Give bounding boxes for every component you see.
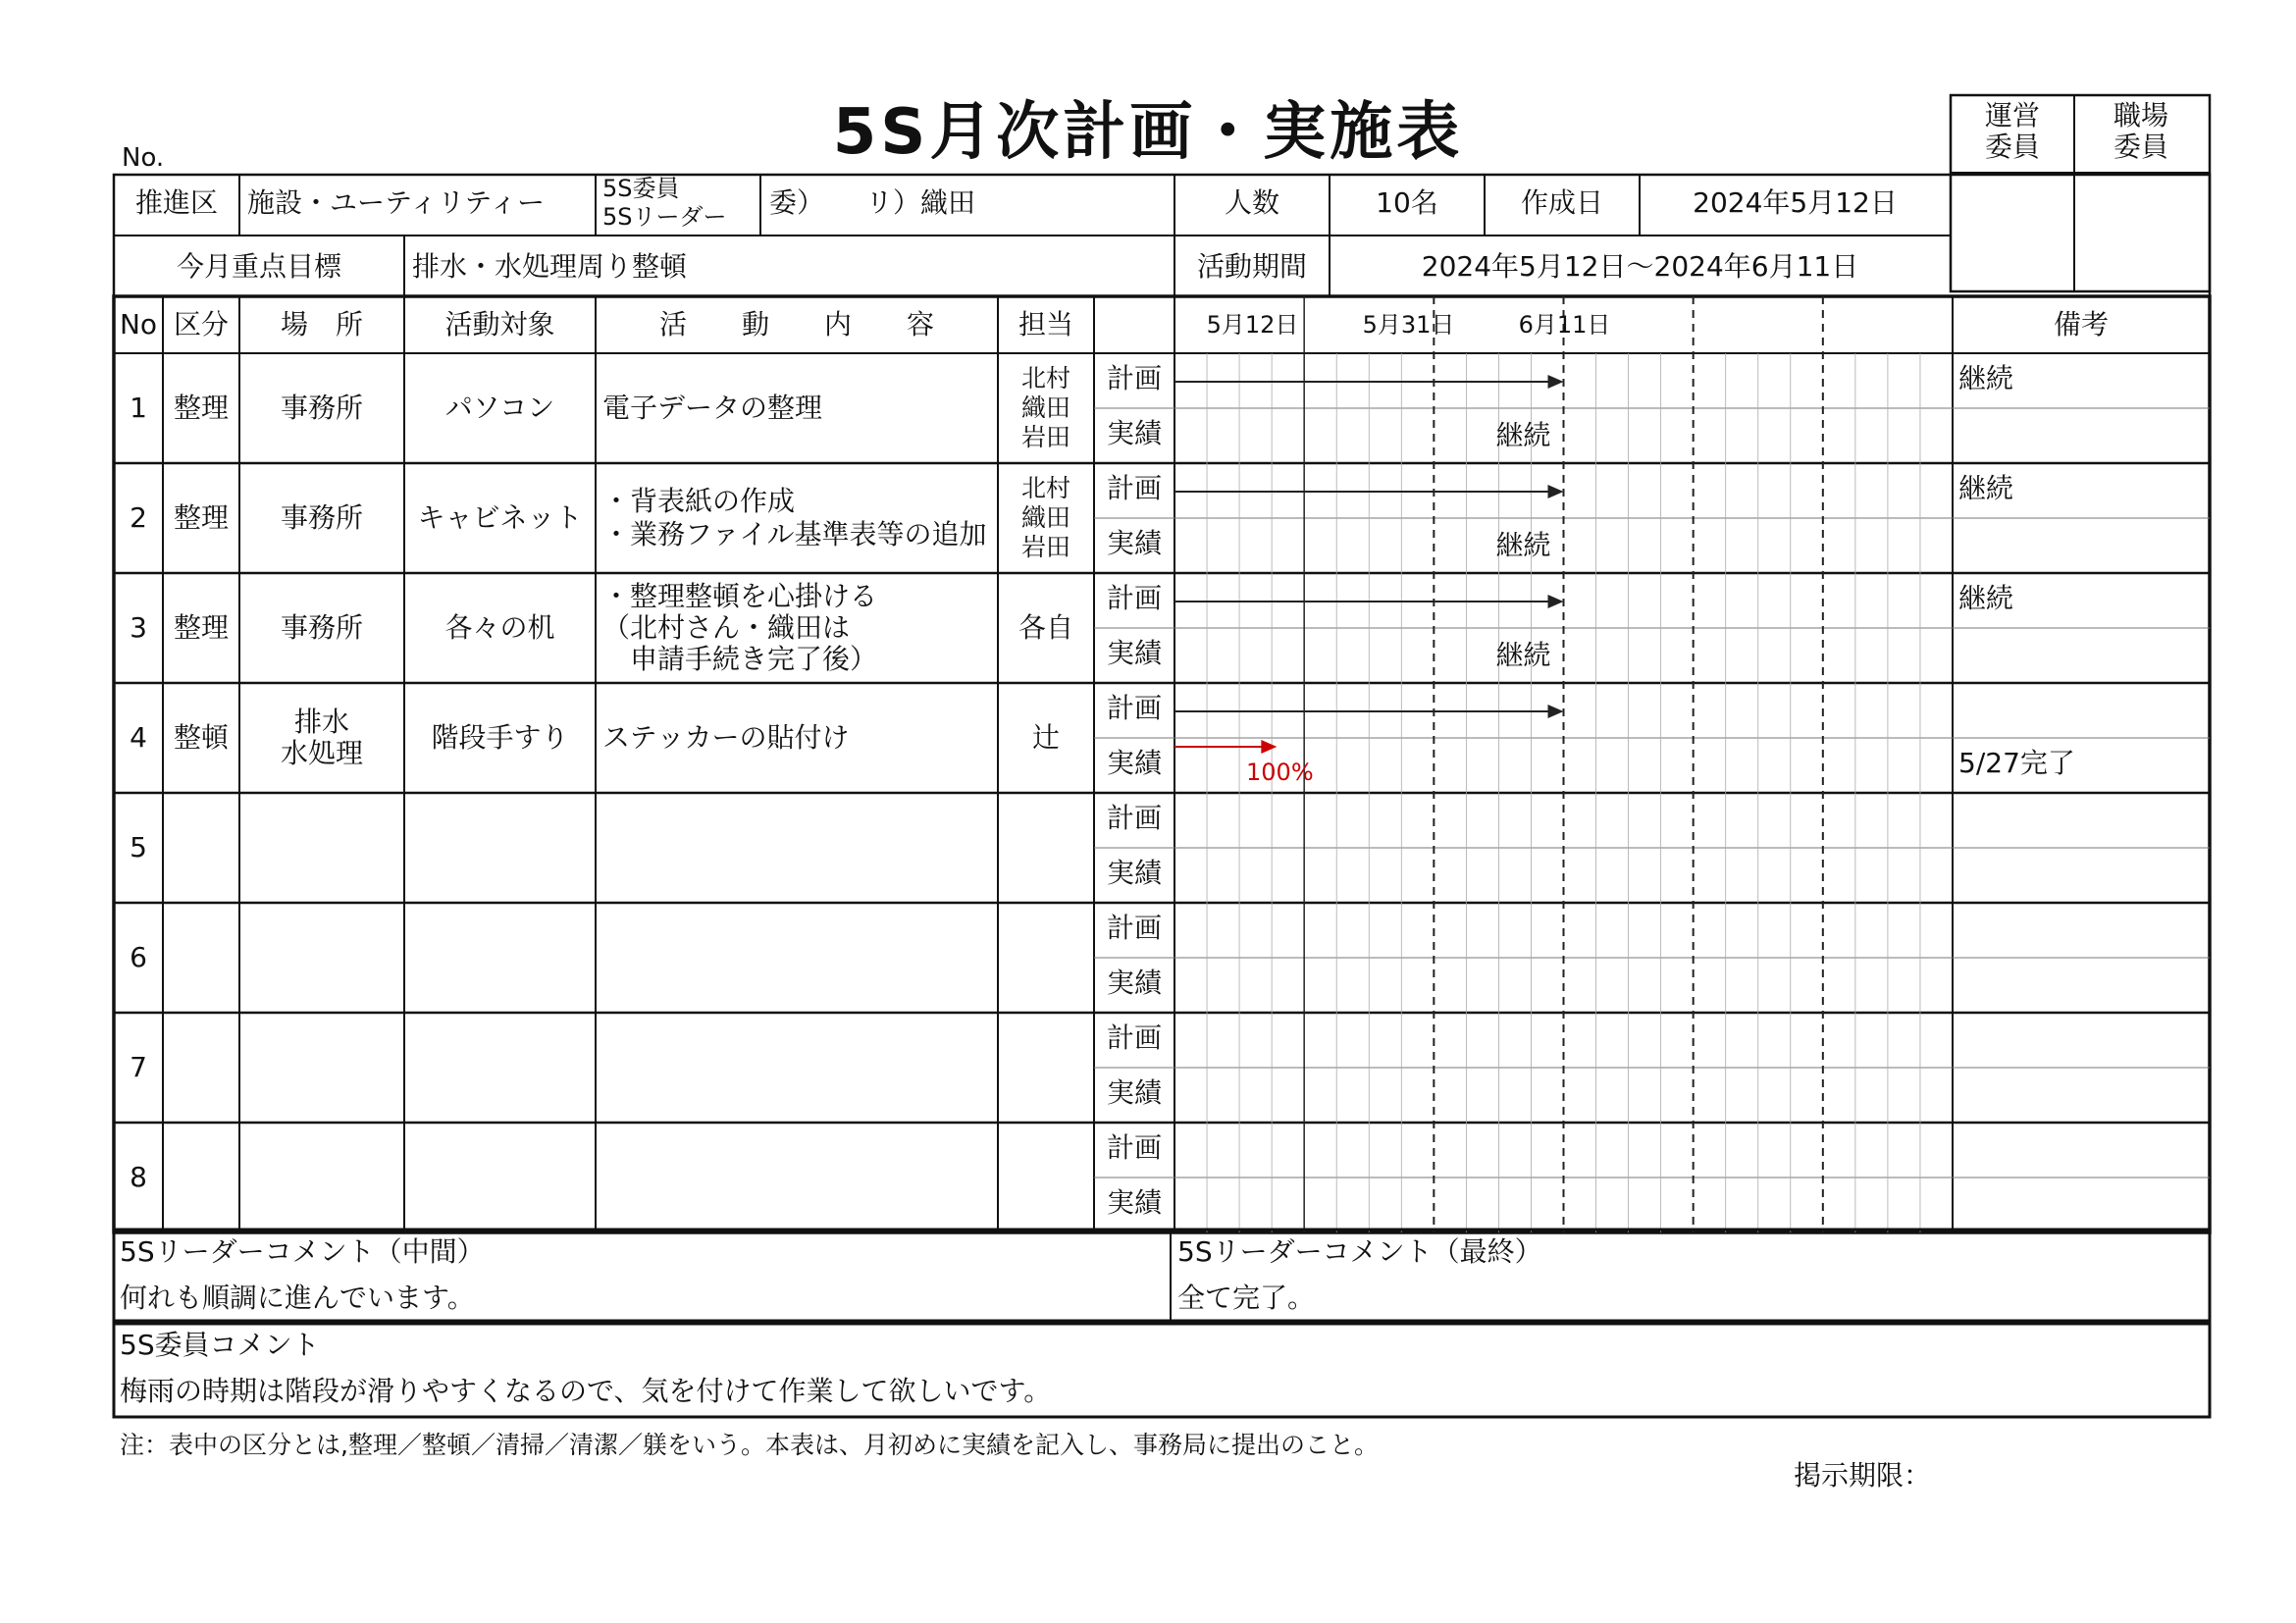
document-number-label: No. <box>122 143 165 173</box>
activity-period-value: 2024年5月12日～2024年6月11日 <box>1421 250 1859 283</box>
row-target: パソコン <box>444 392 555 424</box>
actual-progress-label: 100% <box>1246 758 1314 786</box>
timeline-date-mid: 5月31日 <box>1362 311 1455 339</box>
plan-label: 計画 <box>1106 582 1162 614</box>
plan-label: 計画 <box>1106 912 1162 944</box>
col-header-target: 活動対象 <box>444 308 555 340</box>
promotion-area-label: 推進区 <box>134 186 218 219</box>
actual-label: 実績 <box>1106 857 1162 889</box>
actual-label: 実績 <box>1106 967 1162 999</box>
col-header-owner: 担当 <box>1018 308 1073 340</box>
row-number: 1 <box>130 392 147 424</box>
row-location: 排水 水処理 <box>280 706 363 769</box>
committee-comment-label: 5S委員コメント <box>120 1329 320 1361</box>
actual-label: 実績 <box>1106 747 1162 779</box>
leader-mid-comment-text[interactable]: 何れも順調に進んでいます。 <box>120 1282 475 1314</box>
plan-arrow-head <box>1548 595 1564 608</box>
monthly-goal-label: 今月重点目標 <box>176 250 341 283</box>
row-remark-plan: 継続 <box>1958 472 2014 504</box>
row-content: ・整理整頓を心掛ける （北村さん・織田は 申請手続き完了後） <box>602 580 878 675</box>
committee-comment-text[interactable]: 梅雨の時期は階段が滑りやすくなるので、気を付けて作業して欲しいです。 <box>120 1375 1052 1407</box>
row-location: 事務所 <box>280 392 363 424</box>
actual-status-note: 継続 <box>1495 639 1551 671</box>
leader-final-comment-label: 5Sリーダーコメント（最終） <box>1177 1235 1542 1268</box>
created-date-value: 2024年5月12日 <box>1693 186 1898 219</box>
row-number: 2 <box>130 501 147 534</box>
plan-label: 計画 <box>1106 802 1162 834</box>
row-category: 整理 <box>173 611 229 644</box>
row-number: 4 <box>130 721 147 754</box>
leader-label: 5Sリーダー <box>602 203 727 231</box>
col-header-content: 活 動 内 容 <box>658 308 934 340</box>
monthly-goal-value: 排水・水処理周り整頓 <box>412 250 688 283</box>
posting-deadline-label: 掲示期限： <box>1794 1459 1932 1492</box>
leader-final-comment-text[interactable]: 全て完了。 <box>1177 1282 1316 1314</box>
row-category: 整頓 <box>173 721 229 754</box>
row-owner: 北村 織田 岩田 <box>1020 474 1070 561</box>
plan-arrow-head <box>1548 705 1564 718</box>
row-number: 3 <box>130 611 147 644</box>
col-header-category: 区分 <box>173 308 229 340</box>
created-date-label: 作成日 <box>1520 186 1603 219</box>
row-content: ・背表紙の作成 ・業務ファイル基準表等の追加 <box>602 485 987 550</box>
plan-arrow-head <box>1548 485 1564 498</box>
col-header-no: No <box>119 308 158 340</box>
committee-leader-value: 委） リ）織田 <box>769 186 976 219</box>
actual-label: 実績 <box>1106 527 1162 559</box>
plan-label: 計画 <box>1106 1021 1162 1054</box>
actual-label: 実績 <box>1106 1186 1162 1219</box>
approval-label-workplace: 職場 委員 <box>2113 99 2168 163</box>
col-header-location: 場 所 <box>280 308 363 340</box>
plan-label: 計画 <box>1106 362 1162 394</box>
row-number: 5 <box>130 831 147 864</box>
member-count-value: 10名 <box>1376 186 1438 219</box>
row-number: 6 <box>130 941 147 973</box>
timeline-date-start: 5月12日 <box>1206 311 1299 339</box>
row-target: 階段手すり <box>431 721 569 754</box>
row-target: キャビネット <box>417 501 583 534</box>
row-number: 8 <box>130 1161 147 1193</box>
page-title: 5S月次計画・実施表 <box>832 96 1464 169</box>
actual-arrow-head <box>1261 740 1277 754</box>
plan-label: 計画 <box>1106 472 1162 504</box>
timeline-date-end: 6月11日 <box>1518 311 1611 339</box>
approval-label-operations: 運営 委員 <box>1984 99 2040 163</box>
footer-note: 注：表中の区分とは,整理／整頓／清掃／清潔／躾をいう。本表は、月初めに実績を記入し、事務局に提出のこと。 <box>120 1431 1379 1459</box>
row-content: ステッカーの貼付け <box>602 721 850 754</box>
member-count-label: 人数 <box>1224 186 1279 219</box>
row-owner: 辻 <box>1031 721 1060 754</box>
row-category: 整理 <box>173 501 229 534</box>
actual-label: 実績 <box>1106 1076 1162 1109</box>
row-owner: 北村 織田 岩田 <box>1020 364 1070 451</box>
row-number: 7 <box>130 1051 147 1083</box>
col-header-remarks: 備考 <box>2053 308 2109 340</box>
row-location: 事務所 <box>280 611 363 644</box>
plan-label: 計画 <box>1106 1131 1162 1164</box>
actual-status-note: 継続 <box>1495 419 1551 451</box>
actual-status-note: 継続 <box>1495 529 1551 561</box>
row-content: 電子データの整理 <box>602 392 823 424</box>
row-owner: 各自 <box>1018 611 1073 644</box>
plan-label: 計画 <box>1106 692 1162 724</box>
row-remark-plan: 継続 <box>1958 362 2014 394</box>
row-category: 整理 <box>173 392 229 424</box>
plan-arrow-head <box>1548 375 1564 389</box>
row-location: 事務所 <box>280 501 363 534</box>
promotion-area-value: 施設・ユーティリティー <box>247 186 545 219</box>
actual-label: 実績 <box>1106 637 1162 669</box>
row-remark-plan: 継続 <box>1958 582 2014 614</box>
actual-label: 実績 <box>1106 417 1162 449</box>
committee-label: 5S委員 <box>602 175 680 202</box>
leader-mid-comment-label: 5Sリーダーコメント（中間） <box>120 1235 485 1268</box>
activity-period-label: 活動期間 <box>1196 250 1307 283</box>
row-target: 各々の机 <box>444 611 555 644</box>
row-remark-actual: 5/27完了 <box>1958 747 2075 779</box>
